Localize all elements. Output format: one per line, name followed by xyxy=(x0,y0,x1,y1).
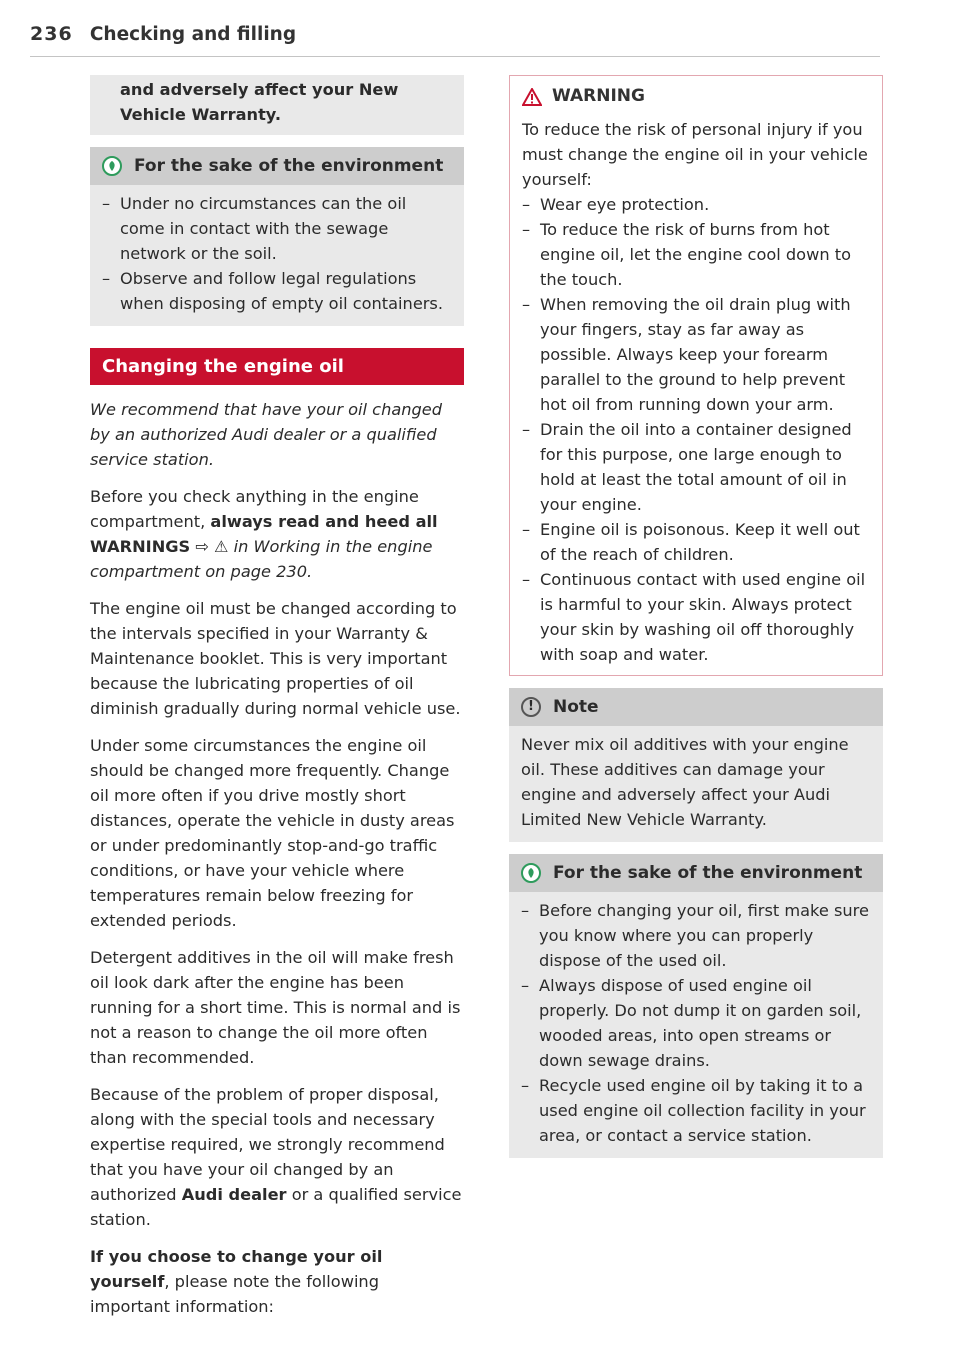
continuation-text: and adversely affect your New Vehicle Warranty. xyxy=(120,80,399,124)
warning-title: WARNING xyxy=(552,86,645,106)
warning-list xyxy=(522,192,870,667)
environment-box-right xyxy=(509,854,883,1158)
paragraph-warnings xyxy=(90,484,464,584)
note-text: Never mix oil additives with your engine oil. These additives can damage your engine and adversely affect your Audi Limited New Vehicle Warranty. xyxy=(521,735,849,829)
bold-text: If you choose to change your oil yourself xyxy=(90,1247,383,1291)
environment-box-header xyxy=(509,854,883,892)
paragraph-text: or a qualified service station. xyxy=(90,1185,462,1229)
paragraph-text: Because of the problem of proper disposal, along with the special tools and necessary expertise required, we strongly recommend that you have your oil changed by an authorized xyxy=(90,1085,445,1204)
list-item: – Wear eye protection. xyxy=(522,192,870,217)
warning-box xyxy=(509,75,883,676)
note-box-header xyxy=(509,688,883,726)
warning-triangle-icon xyxy=(522,88,542,106)
leaf-icon xyxy=(102,156,122,176)
environment-box-title: For the sake of the environment xyxy=(553,863,863,883)
paragraph-text: , please note the following important information: xyxy=(90,1272,379,1316)
bold-text: always read and heed all WARNINGS xyxy=(90,512,438,556)
page-header xyxy=(30,22,880,57)
note-title: Note xyxy=(553,697,599,717)
right-column xyxy=(509,75,883,1158)
leaf-icon xyxy=(521,863,541,883)
warning-intro: To reduce the risk of personal injury if you must change the engine oil in your vehicle yourself: xyxy=(522,120,868,189)
list-item: – Engine oil is poisonous. Keep it well out of the reach of children. xyxy=(522,517,870,567)
warning-body xyxy=(510,113,882,675)
list-item: – Recycle used engine oil by taking it to a used engine oil collection facility in your area, or contact a service station. xyxy=(521,1073,871,1148)
environment-box-body xyxy=(90,185,464,326)
bold-text: Audi dealer xyxy=(181,1185,287,1204)
intro-paragraph: We recommend that have your oil changed by an authorized Audi dealer or a qualified service station. xyxy=(90,400,443,469)
list-item: – Continuous contact with used engine oil is harmful to your skin. Always protect your skin by washing oil off thoroughly with soap and water. xyxy=(522,567,870,667)
environment-box-header xyxy=(90,147,464,185)
note-box-body xyxy=(509,726,883,842)
paragraph: Under some circumstances the engine oil should be changed more frequently. Change oil more often if you drive mostly short distances, operate the vehicle in dusty areas or under predominantly stop-and-go traffic conditions, or have your vehicle where temperatures remain below freezing for extended periods. xyxy=(90,736,455,930)
left-column xyxy=(90,75,464,1331)
list-item: – Under no circumstances can the oil come in contact with the sewage network or the soil. xyxy=(102,191,452,266)
list-item: – To reduce the risk of burns from hot engine oil, let the engine cool down to the touch. xyxy=(522,217,870,292)
list-item: – Before changing your oil, first make sure you know where you can properly dispose of the used oil. xyxy=(521,898,871,973)
environment-box-title: For the sake of the environment xyxy=(134,156,444,176)
warning-header xyxy=(510,76,882,113)
paragraph: The engine oil must be changed according to the intervals specified in your Warranty & Maintenance booklet. This is very important because the lubricating properties of oil diminish gradually during normal vehicle use. xyxy=(90,599,461,718)
body-text xyxy=(90,397,464,1319)
section-title: Checking and filling xyxy=(89,24,297,45)
list-item: – Always dispose of used engine oil properly. Do not dump it on garden soil, wooded areas, into open streams or down sewage drains. xyxy=(521,973,871,1073)
page-number: 236 xyxy=(30,23,73,45)
paragraph-text: Before you check anything in the engine compartment, xyxy=(90,487,419,531)
list-item: – Observe and follow legal regulations when disposing of empty oil containers. xyxy=(102,266,452,316)
environment-list xyxy=(102,191,452,316)
warranty-continuation xyxy=(90,75,464,135)
list-item: – Drain the oil into a container designed for this purpose, one large enough to hold at least the total amount of oil in your engine. xyxy=(522,417,870,517)
note-box xyxy=(509,688,883,842)
section-heading: Changing the engine oil xyxy=(90,348,464,385)
info-exclamation-icon: ! xyxy=(521,697,541,717)
environment-list xyxy=(521,898,871,1148)
paragraph: Detergent additives in the oil will make fresh oil look dark after the engine has been running for a short time. This is normal and is not a reason to change the oil more often than recommended. xyxy=(90,948,461,1067)
cross-reference-link[interactable]: ⇨ ⚠ in Working in the engine compartment on page 230. xyxy=(90,537,433,581)
environment-box xyxy=(90,147,464,326)
list-item: – When removing the oil drain plug with your fingers, stay as far away as possible. Always keep your forearm parallel to the ground to help prevent hot oil from running down your arm. xyxy=(522,292,870,417)
paragraph-diy xyxy=(90,1244,464,1319)
environment-box-body xyxy=(509,892,883,1158)
paragraph-dealer xyxy=(90,1082,464,1232)
